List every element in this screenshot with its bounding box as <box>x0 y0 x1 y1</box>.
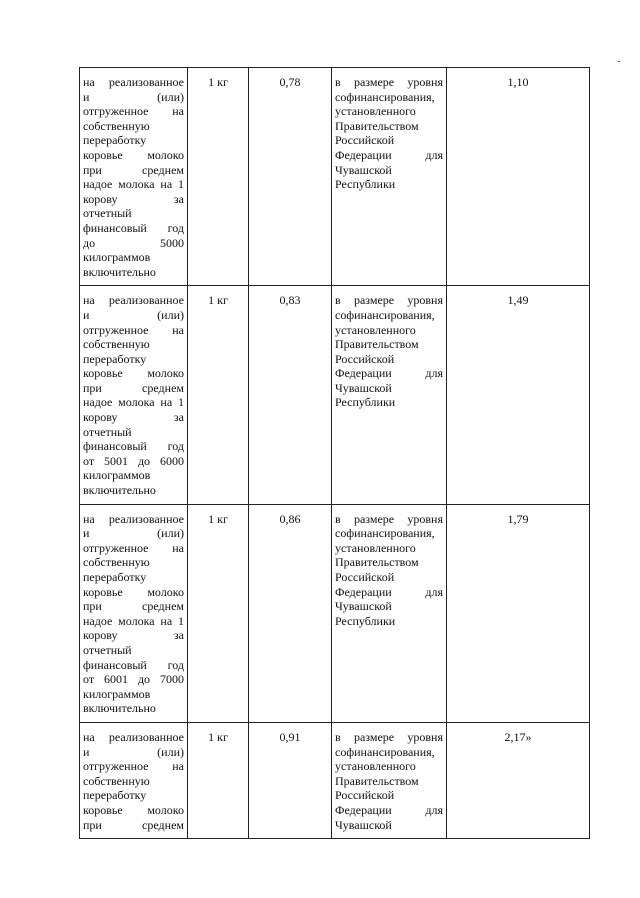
description-line: отгруженное на <box>83 104 184 119</box>
cofinancing-line: в размере уровня <box>335 729 443 744</box>
description-line: переработку <box>83 570 147 584</box>
description-line: надое молока на 1 <box>83 613 184 628</box>
cofinancing-cell <box>332 286 447 504</box>
description-line: собственную <box>83 773 150 788</box>
scan-mark <box>618 61 620 62</box>
cofinancing-line: установленного <box>335 322 416 337</box>
table-row <box>80 722 590 838</box>
description-line: на реализованное <box>83 511 184 526</box>
description-line: и (или) <box>83 307 184 322</box>
description-line: надое молока на 1 <box>83 177 184 192</box>
unit-cell: 1 кг <box>188 286 249 504</box>
table-row <box>80 68 590 286</box>
description-line: отгруженное на <box>83 322 184 337</box>
description-line: от 5001 до 6000 <box>83 453 184 468</box>
description-line: отчетный <box>83 206 132 221</box>
unit-cell: 1 кг <box>188 68 249 286</box>
description-line: килограммов <box>83 686 151 701</box>
coefficient-cell: 2,17» <box>447 722 590 838</box>
description-line: на реализованное <box>83 293 184 308</box>
description-line: собственную <box>83 337 150 352</box>
description-cell <box>80 722 188 838</box>
cofinancing-line: Правительством <box>335 773 419 788</box>
cofinancing-cell <box>332 504 447 722</box>
description-line: переработку <box>83 788 147 803</box>
cofinancing-line: Федерации для <box>335 147 443 162</box>
description-line: собственную <box>83 555 150 570</box>
cofinancing-line: Республики <box>335 395 396 410</box>
description-line: килограммов <box>83 468 151 483</box>
description-line: корову за <box>83 628 184 643</box>
description-line: на реализованное <box>83 75 184 89</box>
description-line: переработку <box>83 133 147 148</box>
cofinancing-line: Федерации для <box>335 802 443 817</box>
subsidy-rates-table <box>79 67 590 839</box>
unit-cell: 1 кг <box>188 504 249 722</box>
description-line: при среднем <box>83 817 184 832</box>
cofinancing-line: установленного <box>335 759 416 774</box>
description-line: при среднем <box>83 162 184 177</box>
rate-cell: 0,78 <box>249 68 332 286</box>
cofinancing-line: в размере уровня <box>335 293 443 308</box>
description-line: коровье молоко <box>83 584 184 599</box>
description-line: включительно <box>83 701 156 716</box>
description-line: корову за <box>83 191 184 206</box>
description-line: на реализованное <box>83 729 184 744</box>
cofinancing-line: Республики <box>335 177 396 192</box>
description-cell <box>80 68 188 286</box>
rate-cell: 0,91 <box>249 722 332 838</box>
unit-cell: 1 кг <box>188 722 249 838</box>
cofinancing-line: софинансирования, <box>335 744 435 759</box>
coefficient-cell: 1,49 <box>447 286 590 504</box>
description-line: собственную <box>83 118 150 133</box>
cofinancing-line: в размере уровня <box>335 75 443 89</box>
description-line: коровье молоко <box>83 147 184 162</box>
coefficient-cell: 1,79 <box>447 504 590 722</box>
cofinancing-line: софинансирования, <box>335 89 435 104</box>
description-line: финансовый год <box>83 657 184 672</box>
cofinancing-line: Чувашской <box>335 817 392 832</box>
rate-cell: 0,83 <box>249 286 332 504</box>
description-line: финансовый год <box>83 220 184 235</box>
description-line: килограммов <box>83 250 151 265</box>
cofinancing-line: Федерации для <box>335 584 443 599</box>
cofinancing-line: софинансирования, <box>335 526 435 541</box>
cofinancing-cell <box>332 68 447 286</box>
description-line: и (или) <box>83 526 184 541</box>
cofinancing-line: в размере уровня <box>335 511 443 526</box>
cofinancing-line: Правительством <box>335 555 419 570</box>
description-line: при среднем <box>83 380 184 395</box>
description-line: и (или) <box>83 744 184 759</box>
description-line: отчетный <box>83 642 132 657</box>
cofinancing-line: Правительством <box>335 337 419 352</box>
description-line: коровье молоко <box>83 366 184 381</box>
description-line: отгруженное на <box>83 759 184 774</box>
description-line: включительно <box>83 264 156 279</box>
cofinancing-line: Республики <box>335 613 396 628</box>
rate-cell: 0,86 <box>249 504 332 722</box>
description-line: от 6001 до 7000 <box>83 672 184 687</box>
description-line: отчетный <box>83 424 132 439</box>
cofinancing-line: Российской <box>335 351 395 366</box>
cofinancing-line: установленного <box>335 104 416 119</box>
description-line: при среднем <box>83 599 184 614</box>
description-line: надое молока на 1 <box>83 395 184 410</box>
coefficient-cell: 1,10 <box>447 68 590 286</box>
table-row <box>80 286 590 504</box>
description-line: коровье молоко <box>83 802 184 817</box>
cofinancing-line: Российской <box>335 133 395 148</box>
description-cell <box>80 504 188 722</box>
cofinancing-line: Российской <box>335 570 395 584</box>
cofinancing-line: установленного <box>335 540 416 555</box>
cofinancing-cell <box>332 722 447 838</box>
cofinancing-line: Федерации для <box>335 366 443 381</box>
description-line: и (или) <box>83 89 184 104</box>
cofinancing-line: Чувашской <box>335 162 392 177</box>
cofinancing-line: Чувашской <box>335 599 392 614</box>
cofinancing-line: Правительством <box>335 118 419 133</box>
description-line: финансовый год <box>83 439 184 454</box>
description-line: включительно <box>83 483 156 498</box>
cofinancing-line: софинансирования, <box>335 307 435 322</box>
description-line: до 5000 <box>83 235 184 250</box>
description-cell <box>80 286 188 504</box>
description-line: корову за <box>83 410 184 425</box>
cofinancing-line: Российской <box>335 788 395 803</box>
description-line: отгруженное на <box>83 540 184 555</box>
cofinancing-line: Чувашской <box>335 380 392 395</box>
description-line: переработку <box>83 351 147 366</box>
table-row <box>80 504 590 722</box>
